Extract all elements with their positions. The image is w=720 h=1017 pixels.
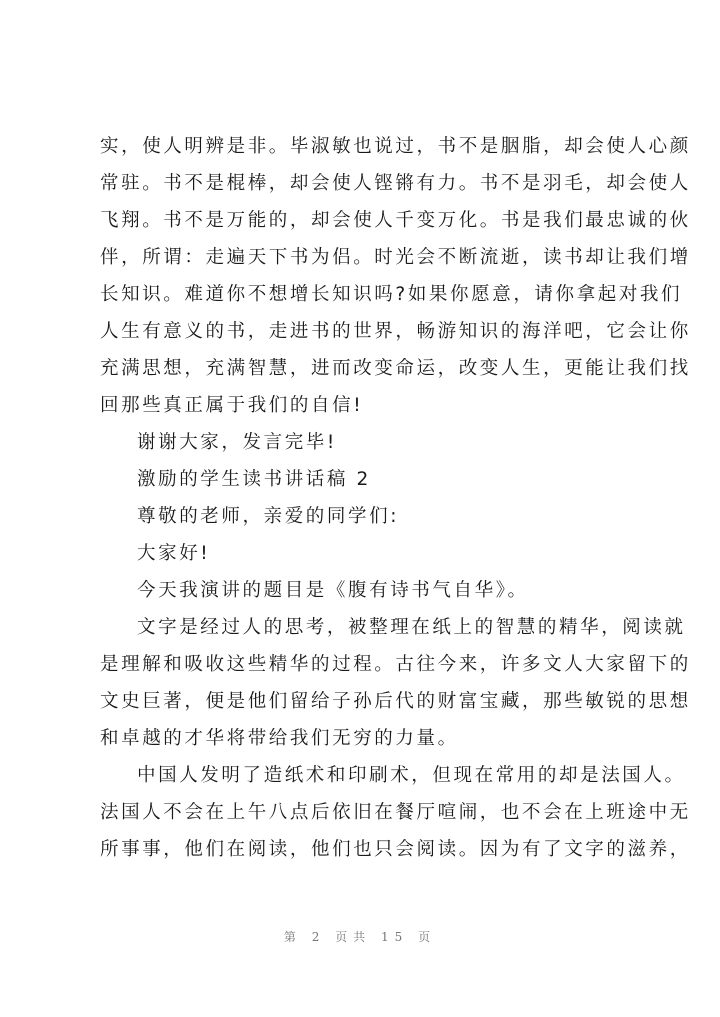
text-line: 是理解和吸收这些精华的过程。古往今来，许多文人大家留下的: [100, 654, 691, 675]
greeting: 大家好!: [137, 543, 211, 564]
text-line: 回那些真正属于我们的自信!: [100, 395, 364, 416]
salutation: 尊敬的老师，亲爱的同学们:: [137, 506, 400, 527]
text-line: 飞翔。书不是万能的，却会使人千变万化。书是我们最忠诚的伙: [100, 210, 691, 231]
text-line: 伴，所谓：走遍天下书为侣。时光会不断流逝，读书却让我们增: [100, 247, 691, 268]
text-line: 所事事，他们在阅读，他们也只会阅读。因为有了文字的滋养，: [100, 839, 691, 860]
text-line: 文史巨著，便是他们留给子孙后代的财富宝藏，那些敏锐的思想: [100, 691, 691, 712]
section-title: 激励的学生读书讲话稿 2: [137, 469, 371, 490]
text-line: 和卓越的才华将带给我们无穷的力量。: [100, 728, 459, 749]
text-line: 充满思想，充满智慧，进而改变命运，改变人生，更能让我们找: [100, 358, 691, 379]
text-line: 人生有意义的书，走进书的世界，畅游知识的海洋吧，它会让你: [100, 321, 691, 342]
text-line: 实，使人明辨是非。毕淑敏也说过，书不是胭脂，却会使人心颜: [100, 136, 691, 157]
closing-line: 谢谢大家，发言完毕!: [137, 432, 337, 453]
text-line: 中国人发明了造纸术和印刷术，但现在常用的却是法国人。: [137, 765, 686, 786]
text-line: 长知识。难道你不想增长知识吗?如果你愿意，请你拿起对我们: [100, 284, 683, 305]
text-line: 常驻。书不是棍棒，却会使人铿锵有力。书不是羽毛，却会使人: [100, 173, 691, 194]
text-line: 法国人不会在上午八点后依旧在餐厅喧闹，也不会在上班途中无: [100, 802, 691, 823]
text-line: 文字是经过人的思考，被整理在纸上的智慧的精华，阅读就: [137, 617, 686, 638]
speech-topic: 今天我演讲的题目是《腹有诗书气自华》。: [137, 580, 529, 601]
document-body: [100, 128, 691, 868]
page-number-footer: 第 2 页共 15 页: [283, 930, 437, 944]
